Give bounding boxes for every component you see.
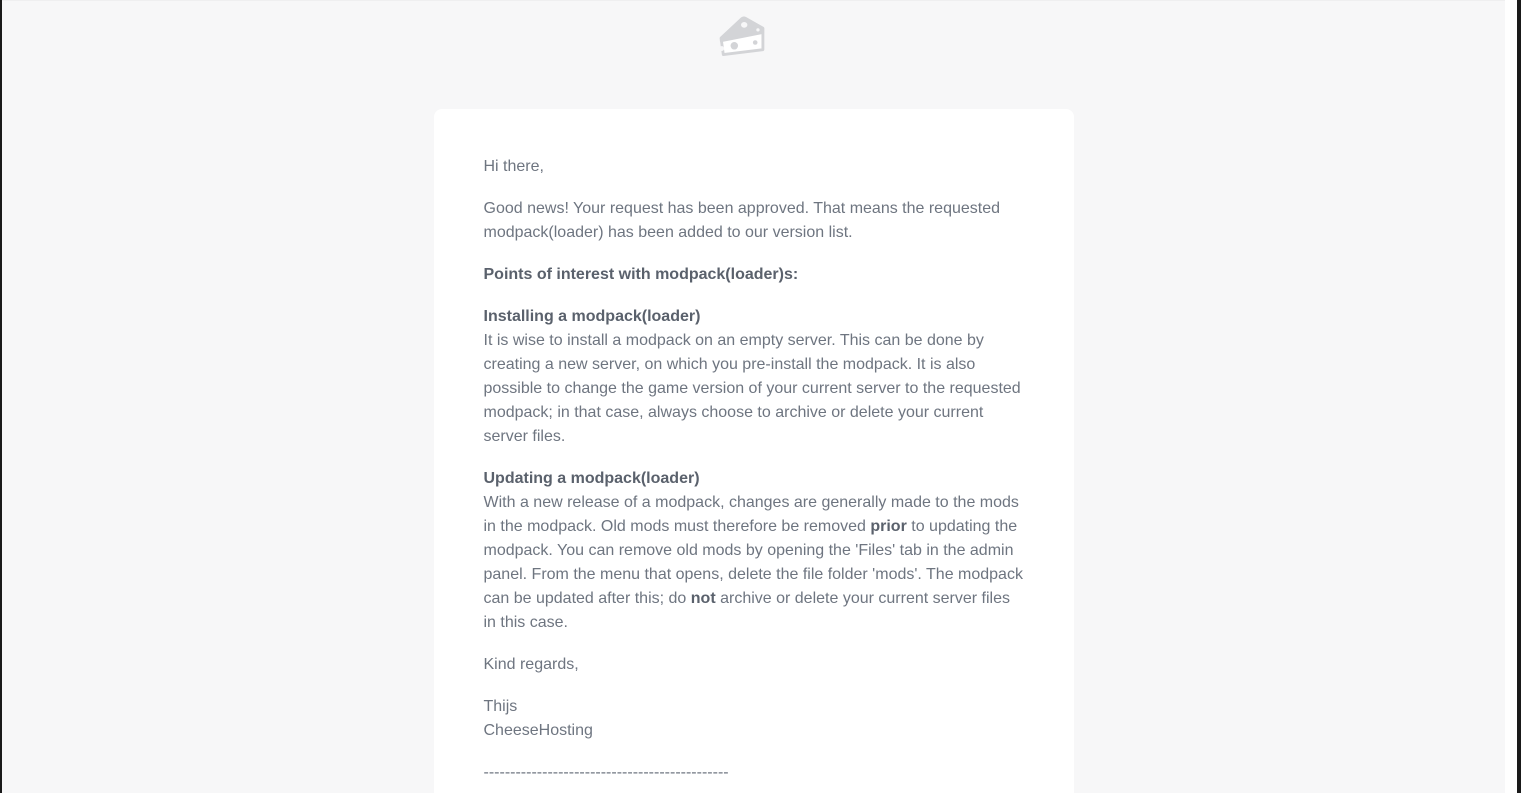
email-card <box>434 109 1074 793</box>
text-segment: can be updated after this; do <box>483 590 691 607</box>
text-segment: modpack(loader) has been added to our version list. <box>483 224 853 241</box>
text-segment: archive or delete your current server files <box>715 590 1010 607</box>
scrollbar-track[interactable] <box>1505 0 1517 793</box>
text-segment: in the modpack. Old mods must therefore be removed <box>483 518 871 535</box>
text-segment: With a new release of a modpack, changes are generally made to the mods <box>483 494 1019 511</box>
paragraph-signature <box>484 695 1024 743</box>
email-body <box>484 155 1024 785</box>
paragraph-divider <box>484 761 1024 785</box>
bold-text-segment: Points of interest with modpack(loader)s: <box>483 266 799 283</box>
text-segment: panel. From the menu that opens, delete the file folder 'mods'. The modpack <box>483 566 1023 583</box>
paragraph-points-heading <box>484 263 1024 287</box>
text-segment: Good news! Your request has been approved. That means the requested <box>483 200 1001 217</box>
bold-text-segment: not <box>690 590 716 607</box>
text-segment: Hi there, <box>483 158 544 175</box>
bold-text-segment: Updating a modpack(loader) <box>483 470 700 487</box>
text-segment: creating a new server, on which you pre-install the modpack. It is also <box>483 356 976 373</box>
text-segment: modpack. You can remove old mods by opening the 'Files' tab in the admin <box>483 542 1014 559</box>
text-segment: server files. <box>483 428 566 445</box>
text-segment: ---------------------------------------------- <box>483 764 729 781</box>
text-segment: to updating the <box>906 518 1018 535</box>
text-segment: Kind regards, <box>483 656 579 673</box>
text-segment: CheeseHosting <box>483 722 593 739</box>
text-segment: Thijs <box>483 698 518 715</box>
text-segment: possible to change the game version of your current server to the requested <box>483 380 1021 397</box>
paragraph-intro <box>484 197 1024 245</box>
bold-text-segment: Installing a modpack(loader) <box>483 308 701 325</box>
text-segment: modpack; in that case, always choose to archive or delete your current <box>483 404 984 421</box>
text-segment: It is wise to install a modpack on an empty server. This can be done by <box>483 332 984 349</box>
email-page <box>2 0 1505 793</box>
paragraph-sign-off <box>484 653 1024 677</box>
paragraph-installing-section <box>484 305 1024 449</box>
paragraph-greeting <box>484 155 1024 179</box>
paragraph-updating-section <box>484 467 1024 635</box>
text-segment: in this case. <box>483 614 568 631</box>
bold-text-segment: prior <box>870 518 907 535</box>
logo-container <box>2 1 1505 64</box>
cheese-wedge-icon <box>714 15 770 59</box>
